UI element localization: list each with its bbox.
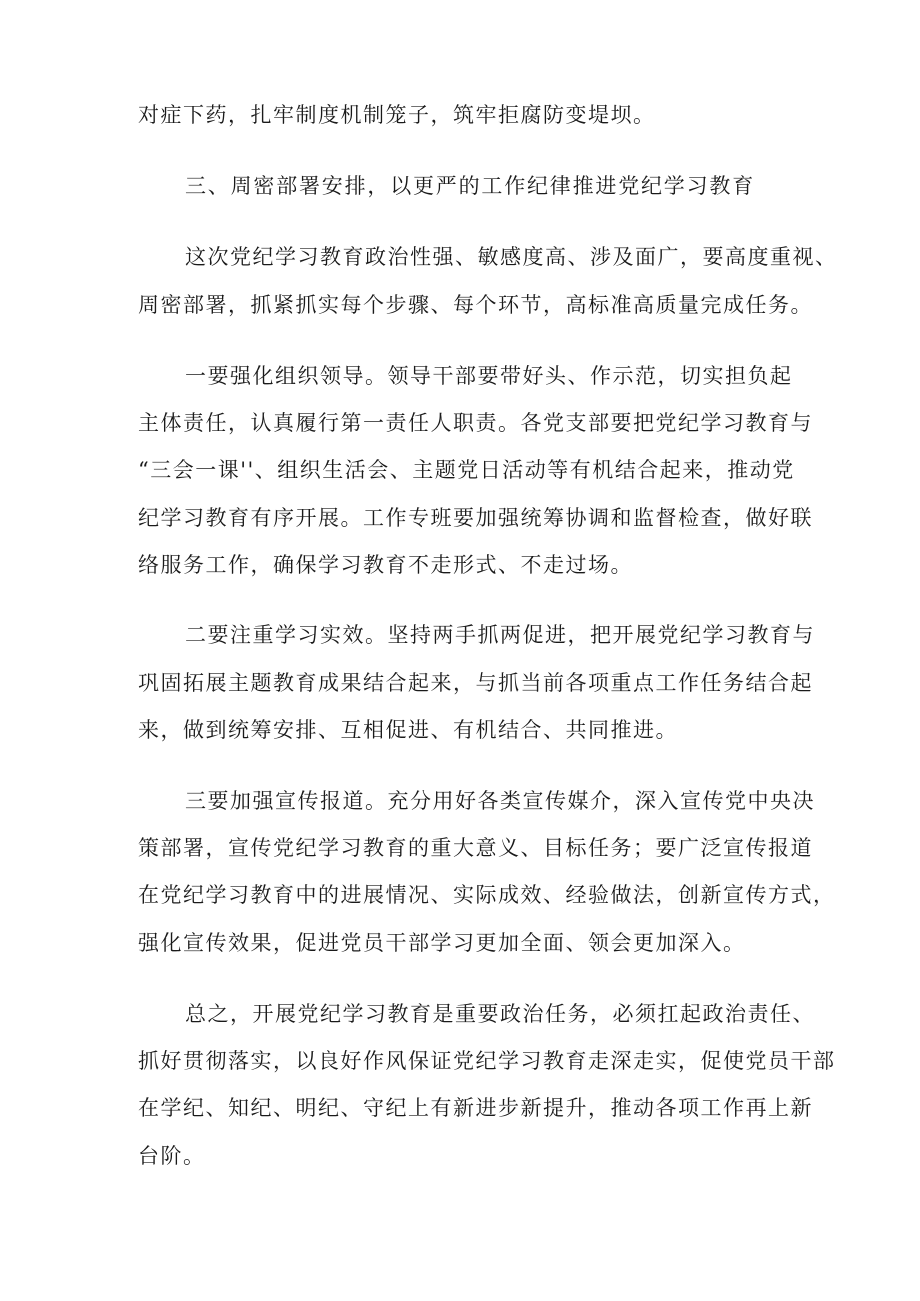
section-heading: 三、周密部署安排，以更严的工作纪律推进党纪学习教育 [185, 174, 755, 198]
paragraph-line: 在学纪、知纪、明纪、守纪上有新进步新提升，推动各项工作再上新 [138, 1096, 813, 1120]
paragraph-line: 二要注重学习实效。坚持两手抓两促进，把开展党纪学习教育与 [185, 623, 815, 647]
paragraph-line: 对症下药，扎牢制度机制笼子，筑牢拒腐防变堤坝。 [138, 103, 656, 127]
paragraph-line: “三会一课''、组织生活会、主题党日活动等有机结合起来，推动党 [138, 458, 795, 482]
paragraph-line: 总之，开展党纪学习教育是重要政治任务，必须扛起政治责任、 [185, 1002, 815, 1026]
paragraph-line: 三要加强宣传报道。充分用好各类宣传媒介，深入宣传党中央决 [185, 789, 815, 813]
paragraph-line: 一要强化组织领导。领导干部要带好头、作示范，切实担负起 [185, 364, 793, 388]
paragraph-line: 络服务工作，确保学习教育不走形式、不走过场。 [138, 553, 633, 577]
paragraph-line: 强化宣传效果，促进党员干部学习更加全面、领会更加深入。 [138, 931, 746, 955]
paragraph-line: 策部署，宣传党纪学习教育的重大意义、目标任务；要广泛宣传报道 [138, 836, 813, 860]
paragraph-line: 台阶。 [138, 1144, 206, 1168]
paragraph-line: 纪学习教育有序开展。工作专班要加强统筹协调和监督检查，做好联 [138, 506, 813, 530]
paragraph-line: 周密部署，抓紧抓实每个步骤、每个环节，高标准高质量完成任务。 [138, 293, 813, 317]
paragraph-line: 巩固拓展主题教育成果结合起来，与抓当前各项重点工作任务结合起 [138, 671, 813, 695]
paragraph-line: 抓好贯彻落实，以良好作风保证党纪学习教育走深走实，促使党员干部 [138, 1049, 836, 1073]
paragraph-line: 这次党纪学习教育政治性强、敏感度高、涉及面广，要高度重视、 [185, 245, 838, 269]
paragraph-line: 在党纪学习教育中的进展情况、实际成效、经验做法，创新宣传方式， [138, 883, 836, 907]
paragraph-line: 主体责任，认真履行第一责任人职责。各党支部要把党纪学习教育与 [138, 411, 813, 435]
paragraph-line: 来，做到统筹安排、互相促进、有机结合、共同推进。 [138, 718, 678, 742]
